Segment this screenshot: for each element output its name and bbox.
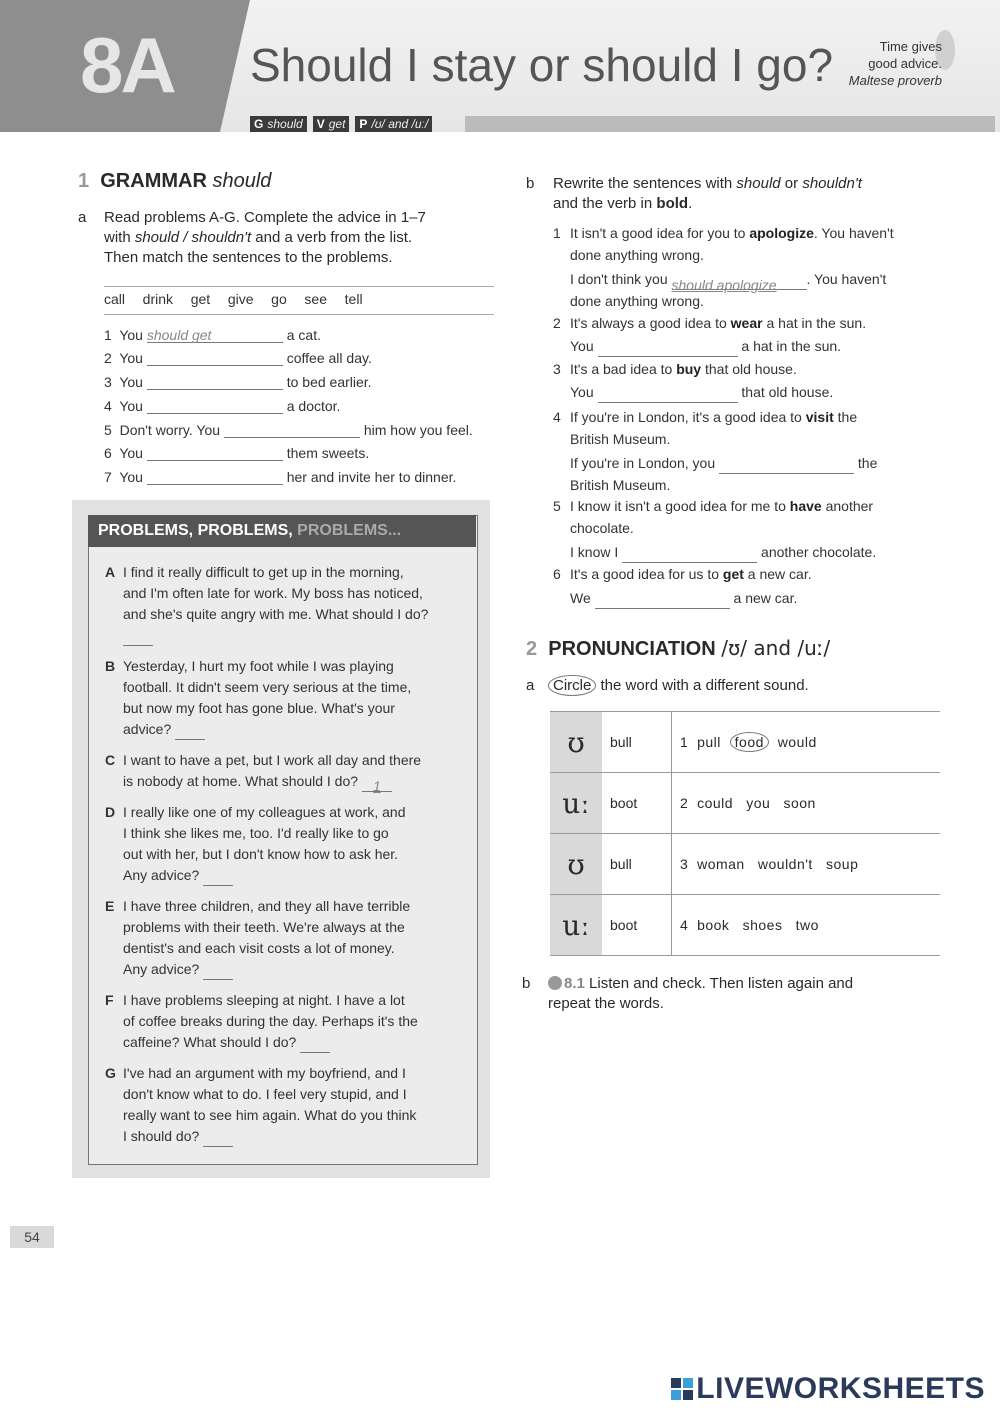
a-text: We [570, 590, 591, 606]
rule [104, 314, 494, 315]
problem-line: dentist's and each visit costs a lot of money. [123, 940, 395, 956]
word-option[interactable]: shoes [742, 917, 783, 933]
proverb-line-1: Time gives [879, 39, 942, 54]
problem-line: I've had an argument with my boyfriend, and I [123, 1065, 406, 1081]
item-number: 3 [104, 374, 112, 390]
problems-heading [88, 515, 476, 547]
problem-line: is nobody at home. What should I do? [123, 773, 359, 789]
answer-field[interactable] [147, 398, 283, 414]
tag-label: should [267, 117, 303, 131]
problem-line: I really like one of my colleagues at work, and [123, 804, 406, 820]
instr-bold: bold [656, 195, 689, 212]
item-post: him how you feel. [363, 422, 473, 438]
problem-e [105, 896, 465, 980]
grammar-item-6 [104, 445, 369, 461]
word-option[interactable]: pull [697, 734, 721, 750]
rewrite-num-5: 5 [553, 498, 561, 514]
q-verb: get [722, 566, 744, 582]
q-text: the [833, 409, 858, 425]
instr-line [553, 174, 953, 194]
instr-italic: should [736, 175, 781, 192]
page-title: Should I stay or should I go? [250, 39, 834, 91]
tag-vocabulary [313, 116, 350, 132]
row-number: 3 [680, 856, 689, 872]
word-option[interactable]: you [746, 795, 771, 811]
rewrite-answer-field[interactable] [598, 341, 738, 357]
q-text: If you're in London, it's a good idea to [570, 409, 806, 425]
word-set [672, 895, 941, 956]
section-number: 1 [78, 170, 90, 192]
q-text: It isn't a good idea for you to [570, 225, 750, 241]
proverb-source: Maltese proverb [848, 73, 942, 88]
problem-line: Any advice? [123, 867, 200, 883]
grammar-item-3 [104, 374, 372, 390]
sound-table [550, 711, 940, 956]
item-post: to bed earlier. [286, 374, 372, 390]
problem-line: problems with their teeth. We're always at the [123, 919, 405, 935]
problem-letter: B [105, 658, 116, 674]
proverb-line-2: good advice. [868, 56, 942, 71]
item-number: 4 [104, 398, 112, 414]
grammar-item-4 [104, 398, 340, 414]
problem-line: I have three children, and they all have terrible [123, 898, 411, 914]
bull-sound-icon: ʊ [550, 712, 602, 773]
a-text: a hat in the sun. [741, 338, 842, 354]
problem-letter: F [105, 992, 114, 1008]
rewrite-answer-field[interactable] [719, 458, 854, 474]
problem-letter: D [105, 804, 116, 820]
instr-line: Then match the sentences to the problems. [104, 249, 393, 266]
word-option[interactable]: woman [697, 856, 745, 872]
instr-text: or [780, 175, 803, 192]
problem-line: really want to see him again. What do you think [123, 1107, 417, 1123]
rewrite-item-2 [570, 312, 950, 357]
instr-text: repeat the words. [548, 995, 664, 1012]
tag-grammar [250, 116, 307, 132]
answer-field[interactable] [224, 422, 360, 438]
a-text: British Museum. [570, 477, 671, 493]
exercise-letter-a: a [78, 209, 87, 226]
grammar-instructions [104, 208, 504, 268]
item-number: 6 [104, 445, 112, 461]
word-option[interactable]: two [795, 917, 819, 933]
boot-sound-icon: uː [550, 895, 602, 956]
section-title: PRONUNCIATION [548, 638, 716, 660]
tag-letter: P [359, 117, 368, 131]
problem-letter: G [105, 1065, 116, 1081]
q-text: another [821, 498, 874, 514]
problem-letter: C [105, 752, 116, 768]
problem-line: I find it really difficult to get up in the morning, [123, 564, 404, 580]
item-number: 7 [104, 469, 112, 485]
q-verb: visit [805, 409, 834, 425]
pronunciation-instructions [548, 676, 809, 696]
grammar-item-7 [104, 469, 456, 485]
grammar-item-2 [104, 350, 372, 366]
answer-field[interactable] [147, 445, 283, 461]
problem-line: I want to have a pet, but I work all day and there [123, 752, 422, 768]
row-number: 2 [680, 795, 689, 811]
a-text: . You haven't [806, 271, 887, 287]
word-set [672, 834, 941, 895]
a-text: the [857, 455, 878, 471]
tag-letter: G [254, 117, 264, 131]
problem-line: of coffee breaks during the day. Perhaps it's the [123, 1013, 418, 1029]
problem-line: I have problems sleeping at night. I have a lot [123, 992, 405, 1008]
item-pre: You [119, 445, 143, 461]
sound-row [550, 773, 940, 834]
section-subtitle: /ʊ/ and /uː/ [721, 636, 831, 660]
q-verb: apologize [749, 225, 814, 241]
sound-row [550, 834, 940, 895]
problem-b [105, 656, 465, 740]
boot-sound-icon: uː [550, 773, 602, 834]
q-text: British Museum. [570, 431, 671, 447]
item-post: them sweets. [286, 445, 370, 461]
brand-logo [671, 1372, 985, 1406]
word-option[interactable]: soup [826, 856, 859, 872]
instr-line [104, 228, 504, 248]
problem-line: don't know what to do. I feel very stupid, and I [123, 1086, 407, 1102]
q-text: I know it isn't a good idea for me to [570, 498, 790, 514]
instr-line: Read problems A-G. Complete the advice in 1–7 [104, 209, 426, 226]
sound-word: boot [602, 895, 672, 956]
item-pre: You [119, 469, 143, 485]
rewrite-num-2: 2 [553, 315, 561, 331]
item-number: 2 [104, 350, 112, 366]
sound-row [550, 712, 940, 773]
problem-line: advice? [123, 721, 172, 737]
word-option[interactable]: soon [783, 795, 816, 811]
item-pre: You [119, 398, 143, 414]
instr-italic: should / shouldn't [134, 229, 252, 246]
rewrite-answer-field[interactable] [595, 593, 730, 609]
rule [104, 286, 494, 287]
answer-field[interactable] [147, 469, 283, 485]
match-answer-field[interactable] [300, 1037, 330, 1053]
rewrite-num-1: 1 [553, 225, 561, 241]
item-pre: You [119, 374, 143, 390]
problem-line: football. It didn't seem very serious at the time, [123, 679, 412, 695]
a-text: You [570, 384, 594, 400]
rewrite-answer-field[interactable] [598, 387, 738, 403]
section-number: 2 [526, 638, 538, 660]
item-pre: You [119, 350, 143, 366]
rewrite-item-6 [570, 563, 950, 609]
problems-heading-fade: PROBLEMS... [297, 522, 402, 539]
unit-code: 8A [80, 21, 174, 109]
tag-label: get [328, 117, 346, 131]
item-post: a doctor. [286, 398, 341, 414]
grammar-heading [78, 170, 271, 193]
pronunciation-heading [526, 636, 830, 661]
problem-c [105, 750, 465, 792]
rewrite-answer-field[interactable] [622, 547, 757, 563]
exercise-letter-b: b [526, 175, 535, 192]
match-answer-field[interactable] [203, 964, 233, 980]
answer-field[interactable]: should get [147, 327, 283, 343]
topic-tags [250, 116, 432, 132]
rewrite-item-1 [570, 222, 950, 312]
rewrite-num-6: 6 [553, 566, 561, 582]
rewrite-instructions [553, 174, 953, 214]
row-number: 4 [680, 917, 689, 933]
item-post: a cat. [286, 327, 321, 343]
word-option[interactable]: could [697, 795, 734, 811]
word-set [672, 712, 941, 773]
problem-line: and she's quite angry with me. What should I do? [123, 606, 429, 622]
problem-f [105, 990, 465, 1053]
q-verb: buy [676, 361, 702, 377]
item-number: 1 [104, 327, 112, 343]
q-text: chocolate. [570, 520, 634, 536]
sound-word: bull [602, 712, 672, 773]
problem-line: I think she likes me, too. I'd really like to go [123, 825, 389, 841]
match-answer-field[interactable]: 1 [362, 776, 392, 792]
rewrite-item-3 [570, 358, 950, 403]
q-verb: have [789, 498, 822, 514]
a-text: You [570, 338, 594, 354]
q-text: . You haven't [813, 225, 894, 241]
section-subtitle: should [212, 170, 272, 192]
exercise-letter-a: a [526, 677, 535, 694]
track-number: 8.1 [564, 975, 585, 992]
exercise-letter-b: b [522, 975, 531, 992]
grammar-item-5 [104, 422, 473, 438]
page-number: 54 [10, 1226, 54, 1248]
item-post: coffee all day. [286, 350, 372, 366]
instr-text: Listen and check. Then listen again and [589, 975, 854, 992]
problem-a [105, 562, 465, 646]
brand-icon [671, 1378, 693, 1400]
tag-label: /ʊ/ and /uː/ [371, 117, 429, 131]
word-option[interactable]: wouldn't [757, 856, 813, 872]
word-list: call drink get give go see tell [104, 291, 363, 307]
rewrite-num-3: 3 [553, 361, 561, 377]
audio-icon[interactable] [548, 976, 562, 990]
tag-letter: V [316, 117, 325, 131]
a-text: done anything wrong. [570, 293, 704, 309]
item-pre: Don't worry. You [119, 422, 221, 438]
problem-d [105, 802, 465, 886]
problem-line: out with her, but I don't know how to ask her. [123, 846, 399, 862]
instr-italic: shouldn't [802, 175, 862, 192]
problem-line: caffeine? What should I do? [123, 1034, 297, 1050]
instr-line [553, 194, 953, 214]
sound-word: boot [602, 773, 672, 834]
match-answer-field[interactable] [203, 870, 233, 886]
a-text: I don't think you [570, 271, 668, 287]
answer-field[interactable] [147, 350, 283, 366]
problem-line: but now my foot has gone blue. What's your [123, 700, 395, 716]
word-option[interactable]: would [777, 734, 817, 750]
problems-heading-text: PROBLEMS, PROBLEMS, [98, 522, 293, 539]
instr-text: with [104, 229, 135, 246]
sound-word: bull [602, 834, 672, 895]
bull-sound-icon: ʊ [550, 834, 602, 895]
rewrite-num-4: 4 [553, 409, 561, 425]
brand-name: LIVEWORKSHEETS [696, 1372, 985, 1405]
problem-letter: E [105, 898, 115, 914]
section-title: GRAMMAR [100, 170, 207, 192]
a-text: I know I [570, 544, 619, 560]
q-text: a new car. [743, 566, 812, 582]
problem-line: Yesterday, I hurt my foot while I was playing [123, 658, 394, 674]
tag-bar [465, 116, 995, 132]
proverb [849, 38, 942, 89]
a-text: If you're in London, you [570, 455, 716, 471]
instr-text: Rewrite the sentences with [553, 175, 737, 192]
match-answer-field[interactable] [203, 1131, 233, 1147]
q-text: that old house. [701, 361, 797, 377]
rewrite-answer-field[interactable]: should apologize [672, 274, 807, 290]
problem-letter: A [105, 564, 116, 580]
rewrite-item-5 [570, 495, 950, 563]
item-post: her and invite her to dinner. [286, 469, 457, 485]
q-text: It's a bad idea to [570, 361, 677, 377]
grammar-item-1 [104, 327, 321, 343]
listen-instructions [548, 974, 948, 1014]
row-number: 1 [680, 734, 689, 750]
a-text: a new car. [733, 590, 798, 606]
q-text: a hat in the sun. [762, 315, 867, 331]
match-answer-field[interactable] [175, 724, 205, 740]
a-text: that old house. [741, 384, 834, 400]
q-text: It's a good idea for us to [570, 566, 723, 582]
circle-word: Circle [548, 675, 596, 696]
item-pre: You [119, 327, 143, 343]
rewrite-item-4 [570, 406, 950, 496]
problem-g [105, 1063, 465, 1147]
word-option-circled[interactable]: food [730, 732, 769, 752]
a-text: another chocolate. [761, 544, 877, 560]
instr-text: . [688, 195, 693, 212]
item-number: 5 [104, 422, 112, 438]
q-text: It's always a good idea to [570, 315, 731, 331]
q-text: done anything wrong. [570, 247, 704, 263]
match-answer-field[interactable] [123, 630, 153, 646]
instr-text: and the verb in [553, 195, 657, 212]
sound-row [550, 895, 940, 956]
problem-line: Any advice? [123, 961, 200, 977]
q-verb: wear [730, 315, 763, 331]
instr-text: and a verb from the list. [251, 229, 413, 246]
word-option[interactable]: book [697, 917, 730, 933]
word-set [672, 773, 941, 834]
answer-field[interactable] [147, 374, 283, 390]
problem-line: and I'm often late for work. My boss has noticed, [123, 585, 423, 601]
problem-line: I should do? [123, 1128, 200, 1144]
instr-text: the word with a different sound. [600, 677, 809, 694]
tag-pronunciation [355, 116, 432, 132]
